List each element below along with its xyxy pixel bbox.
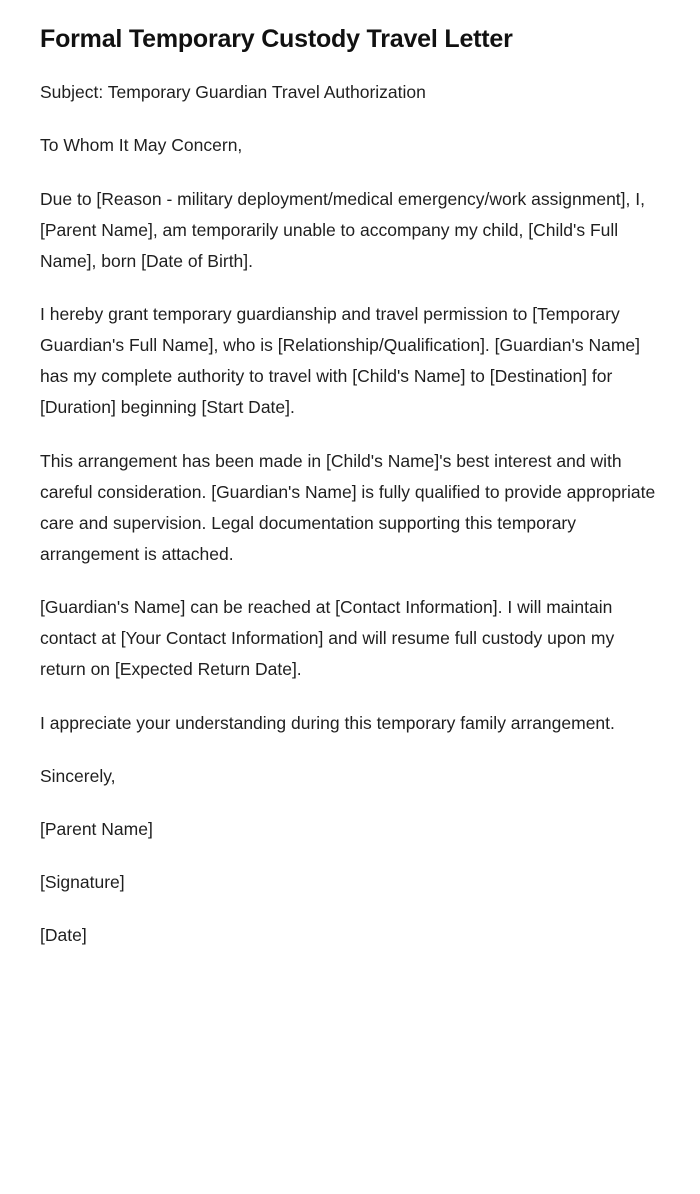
paragraph-salutation: To Whom It May Concern, xyxy=(40,135,243,156)
paragraph-signature: [Signature] xyxy=(40,871,125,892)
paragraph-date: [Date] xyxy=(40,925,87,946)
paragraph-best-interest: This arrangement has been made in [Child's Name]'s best interest and with careful consideration. [Guardian's Name] is fully qualified to provide appropriate care and supervision. Legal documentation supporting this temporary arrangement is attached. xyxy=(40,450,656,564)
paragraph-appreciation: I appreciate your understanding during this temporary family arrangement. xyxy=(40,712,615,733)
paragraph-reason: Due to [Reason - military deployment/medical emergency/work assignment], I, [Parent Name], am temporarily unable to accompany my child, [Child's Full Name], born [Date of Birth]. xyxy=(40,188,645,271)
page-title: Formal Temporary Custody Travel Letter xyxy=(40,25,513,53)
paragraph-contact-details: [Guardian's Name] can be reached at [Contact Information]. I will maintain contact at [Your Contact Information] and will resume full custody upon my return on [Expected Return Date]. xyxy=(40,597,615,680)
paragraph-parent-name: [Parent Name] xyxy=(40,818,153,839)
paragraph-subject: Subject: Temporary Guardian Travel Authorization xyxy=(40,82,426,103)
paragraph-grant-authorization: I hereby grant temporary guardianship and travel permission to [Temporary Guardian's Full Name], who is [Relationship/Qualification]. [Guardian's Name] has my complete authority to travel with [Child's Name] to [Destination] for [Duration] beginning [Start Date]. xyxy=(40,303,641,418)
paragraph-closing: Sincerely, xyxy=(40,765,116,786)
